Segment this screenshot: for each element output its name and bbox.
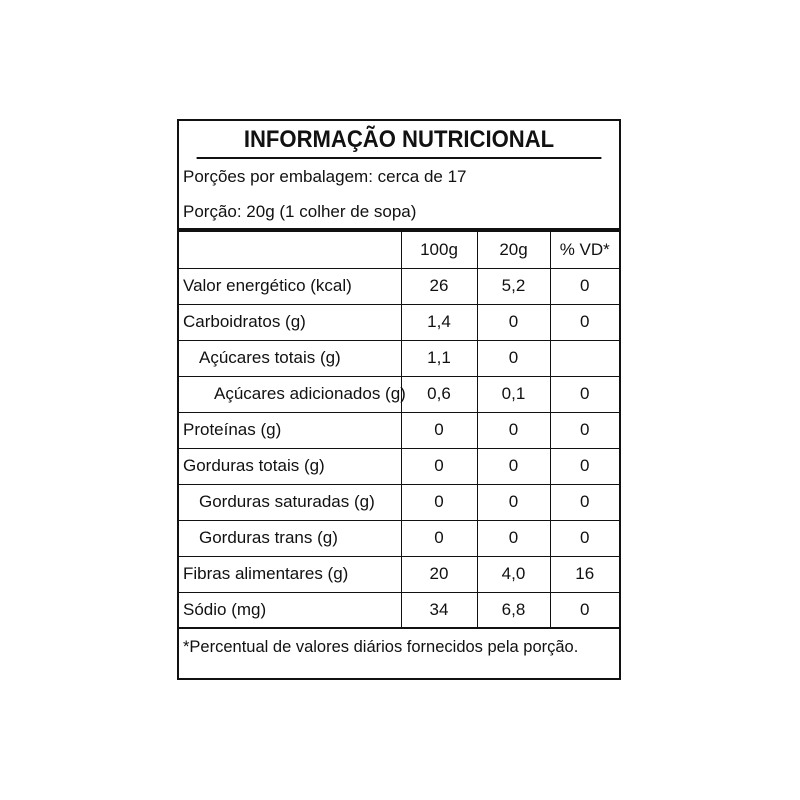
footnote: *Percentual de valores diários fornecidos pela porção. <box>183 638 579 656</box>
nutrient-name: Sódio (mg) <box>179 592 401 628</box>
table-row <box>179 268 619 304</box>
nutrient-name: Proteínas (g) <box>179 412 401 448</box>
table-row <box>179 556 619 592</box>
value-per-serving: 0,1 <box>477 376 550 412</box>
nutrient-name: Carboidratos (g) <box>179 304 401 340</box>
value-daily-percent: 0 <box>550 592 619 628</box>
servings-per-package: Porções por embalagem: cerca de 17 <box>183 167 467 186</box>
value-per-serving: 0 <box>477 340 550 376</box>
column-header-vd: % VD* <box>550 232 619 268</box>
serving-size: Porção: 20g (1 colher de sopa) <box>179 195 619 232</box>
value-daily-percent: 0 <box>550 304 619 340</box>
nutrient-name: Gorduras trans (g) <box>179 520 401 556</box>
table-row <box>179 376 619 412</box>
value-per-100g: 0 <box>401 412 477 448</box>
nutrition-table <box>179 232 619 629</box>
value-daily-percent: 0 <box>550 376 619 412</box>
nutrient-name: Açúcares adicionados (g) <box>179 376 401 412</box>
value-daily-percent: 0 <box>550 448 619 484</box>
value-per-serving: 4,0 <box>477 556 550 592</box>
table-row <box>179 592 619 628</box>
table-row <box>179 448 619 484</box>
table-row <box>179 484 619 520</box>
table-row <box>179 340 619 376</box>
label-title: INFORMAÇÃO NUTRICIONAL <box>197 121 602 159</box>
value-per-100g: 0 <box>401 448 477 484</box>
column-header-nutrient <box>179 232 401 268</box>
value-daily-percent: 16 <box>550 556 619 592</box>
value-per-serving: 0 <box>477 412 550 448</box>
value-per-serving: 5,2 <box>477 268 550 304</box>
value-per-serving: 0 <box>477 448 550 484</box>
value-per-100g: 0 <box>401 520 477 556</box>
value-per-100g: 1,4 <box>401 304 477 340</box>
nutrient-name: Gorduras saturadas (g) <box>179 484 401 520</box>
value-daily-percent: 0 <box>550 484 619 520</box>
table-header-row <box>179 232 619 268</box>
nutrient-name: Fibras alimentares (g) <box>179 556 401 592</box>
value-per-serving: 0 <box>477 484 550 520</box>
value-daily-percent <box>550 340 619 376</box>
nutrient-name: Açúcares totais (g) <box>179 340 401 376</box>
table-row <box>179 412 619 448</box>
value-per-serving: 0 <box>477 520 550 556</box>
value-per-100g: 0 <box>401 484 477 520</box>
nutrition-facts-label <box>177 119 621 680</box>
table-row <box>179 520 619 556</box>
value-per-serving: 6,8 <box>477 592 550 628</box>
value-daily-percent: 0 <box>550 520 619 556</box>
value-per-100g: 26 <box>401 268 477 304</box>
table-row <box>179 304 619 340</box>
column-header-100g: 100g <box>401 232 477 268</box>
value-daily-percent: 0 <box>550 412 619 448</box>
value-per-100g: 34 <box>401 592 477 628</box>
nutrient-name: Gorduras totais (g) <box>179 448 401 484</box>
nutrient-name: Valor energético (kcal) <box>179 268 401 304</box>
value-per-100g: 0,6 <box>401 376 477 412</box>
value-per-100g: 1,1 <box>401 340 477 376</box>
value-per-100g: 20 <box>401 556 477 592</box>
column-header-serving: 20g <box>477 232 550 268</box>
value-daily-percent: 0 <box>550 268 619 304</box>
value-per-serving: 0 <box>477 304 550 340</box>
